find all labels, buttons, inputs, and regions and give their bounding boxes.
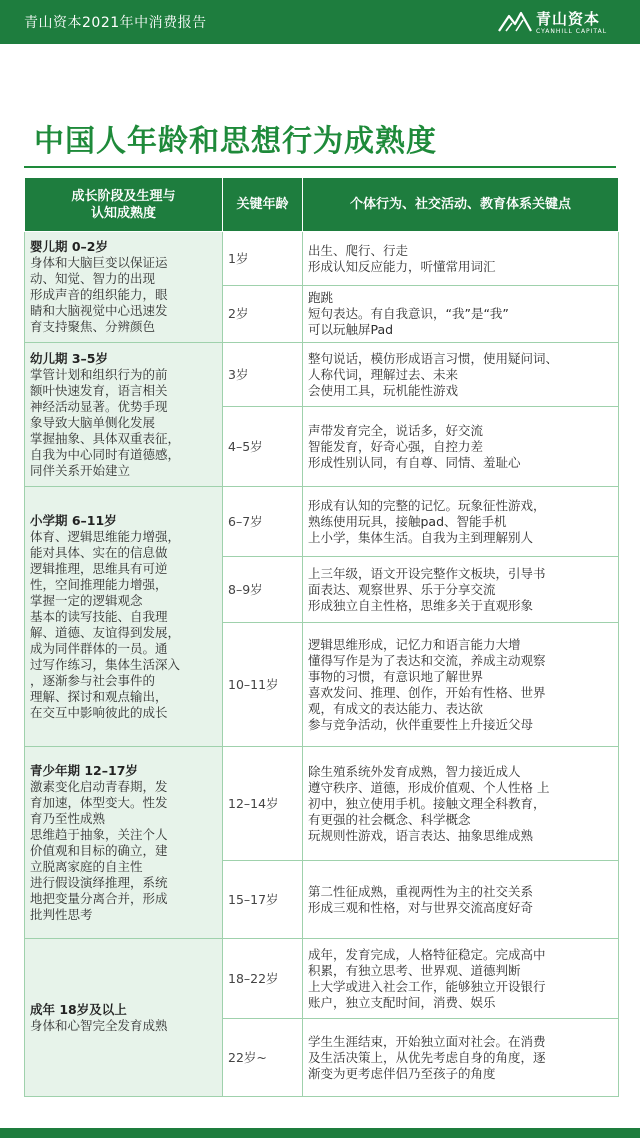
table-row (25, 343, 619, 407)
report-title: 青山资本2021年中消费报告 (24, 15, 207, 31)
behavior-cell (303, 407, 619, 487)
stage-description-line: ，逐渐参与社会事件的 (30, 672, 156, 688)
behavior-line: 账户，独立支配时间，消费、娱乐 (308, 994, 496, 1010)
behavior-line: 初中，独立使用手机。接触文理全科教育， (308, 795, 546, 811)
table-row (25, 232, 619, 286)
behavior-line: 出生、爬行、行走 (308, 242, 409, 258)
stage-description-line: 象导致大脑单侧化发展 (30, 414, 156, 430)
table-body (25, 232, 619, 1097)
behavior-line: 上小学，集体生活。自我为主到理解别人 (308, 529, 534, 545)
behavior-line: 声带发育完全，说话多，好交流 (308, 422, 484, 438)
behavior-line: 人称代词，理解过去、未来 (308, 366, 459, 382)
behavior-line: 熟练使用玩具，接触pad、智能手机 (308, 513, 507, 529)
brand-logo (498, 6, 630, 40)
behavior-line: 参与竞争活动，伙伴重要性上升接近父母 (308, 716, 534, 732)
stage-description-line: 能对具体、实在的信息做 (30, 544, 168, 560)
key-age: 8–9岁 (223, 557, 303, 623)
key-age: 12–14岁 (223, 747, 303, 861)
stage-cell (25, 487, 223, 747)
stage-description-line: 思维趋于抽象，关注个人 (30, 826, 168, 842)
behavior-line: 喜欢发问、推理、创作，开始有性格、世界 (308, 684, 546, 700)
behavior-cell (303, 487, 619, 557)
behavior-cell (303, 861, 619, 939)
stage-description-line: 价值观和目标的确立，建 (30, 842, 168, 858)
stage-description-line: 立脱离家庭的自主性 (30, 858, 143, 874)
key-age: 6–7岁 (223, 487, 303, 557)
stage-description-line: 自我为中心同时有道德感， (30, 446, 181, 462)
behavior-line: 逻辑思维形成，记忆力和语言能力大增 (308, 636, 521, 652)
stage-description-line: 育支持聚焦、分辨颜色 (30, 319, 156, 334)
stage-description-line: 身体和大脑巨变以保证运 (30, 255, 168, 270)
stage-description-line: 掌握抽象、具体双重表征， (30, 430, 181, 446)
behavior-line: 短句表达。有自我意识，“我”是“我” (308, 306, 509, 321)
title-divider (24, 166, 616, 168)
behavior-line: 形成认知反应能力，听懂常用词汇 (308, 258, 496, 274)
behavior-line: 成年，发育完成，人格特征稳定。完成高中 (308, 946, 546, 962)
stage-name: 青少年期 12–17岁 (30, 762, 138, 778)
header-behavior: 个体行为、社交活动、教育体系关键点 (303, 178, 619, 232)
behavior-line: 智能发育，好奇心强，自控力差 (308, 438, 484, 454)
stage-description-line: 在交互中影响彼此的成长 (30, 704, 168, 720)
behavior-cell (303, 1019, 619, 1097)
stage-description-line: 解、道德、友谊得到发展， (30, 624, 181, 640)
table-row (25, 747, 619, 861)
behavior-line: 渐变为更考虑伴侣乃至孩子的角度 (308, 1065, 496, 1081)
stage-cell (25, 232, 223, 343)
stage-name: 婴儿期 0–2岁 (30, 239, 108, 254)
stage-cell (25, 747, 223, 939)
key-age: 4–5岁 (223, 407, 303, 487)
header-stage: 成长阶段及生理与 认知成熟度 (25, 178, 223, 232)
behavior-line: 懂得写作是为了表达和交流，养成主动观察 (308, 652, 546, 668)
stage-description-line: 育乃至性成熟 (30, 810, 106, 826)
stage-description-line: 掌管计划和组织行为的前 (30, 366, 168, 382)
stage-description-line: 形成声音的组织能力，眼 (30, 287, 168, 302)
behavior-line: 第二性征成熟，重视两性为主的社交关系 (308, 883, 534, 899)
behavior-line: 上三年级，语文开设完整作文板块，引导书 (308, 565, 546, 581)
stage-description-line: 逻辑推理，思维具有可逆 (30, 560, 168, 576)
stage-description-line: 身体和心智完全发育成熟 (30, 1017, 168, 1033)
footer-bar (0, 1128, 640, 1138)
behavior-line: 形成独立自主性格，思维多关于直观形象 (308, 597, 534, 613)
stage-description-line: 地把变量分离合并，形成 (30, 890, 168, 906)
stage-description-line: 性，空间推理能力增强， (30, 576, 168, 592)
behavior-line: 可以玩触屏Pad (308, 322, 394, 337)
key-age: 2岁 (223, 286, 303, 343)
brand-name-cn: 青山资本 (536, 10, 601, 28)
stage-description-line: 睛和大脑视觉中心迅速发 (30, 303, 168, 318)
mountain-icon (498, 10, 532, 32)
header-bar (0, 0, 640, 44)
behavior-cell (303, 623, 619, 747)
stage-description-line: 理解、探讨和观点输出， (30, 688, 168, 704)
page-title: 中国人年龄和思想行为成熟度 (34, 124, 437, 159)
behavior-line: 整句说话，模仿形成语言习惯，使用疑问词、 (308, 350, 559, 366)
behavior-cell (303, 286, 619, 343)
stage-description-line: 同伴关系开始建立 (30, 462, 131, 478)
behavior-line: 事物的习惯，有意识地了解世界 (308, 668, 484, 684)
stage-description-line: 激素变化启动青春期，发 (30, 778, 168, 794)
stage-description-line: 批判性思考 (30, 906, 93, 922)
table-row (25, 487, 619, 557)
stage-cell (25, 939, 223, 1097)
maturity-table (24, 177, 619, 1097)
behavior-cell (303, 343, 619, 407)
header-age: 关键年龄 (223, 178, 303, 232)
key-age: 1岁 (223, 232, 303, 286)
stage-description-line: 育加速，体型变大。性发 (30, 794, 168, 810)
stage-name: 幼儿期 3–5岁 (30, 350, 108, 366)
behavior-line: 形成三观和性格，对与世界交流高度好奇 (308, 899, 534, 915)
behavior-line: 形成有认知的完整的记忆。玩象征性游戏， (308, 497, 546, 513)
behavior-line: 形成性别认同，有自尊、同情、羞耻心 (308, 454, 521, 470)
behavior-cell (303, 232, 619, 286)
stage-name: 成年 18岁及以上 (30, 1001, 127, 1017)
brand-name-en: CYANHILL CAPITAL (536, 28, 608, 35)
stage-name: 小学期 6–11岁 (30, 512, 117, 528)
behavior-cell (303, 939, 619, 1019)
stage-description-line: 额叶快速发育，语言相关 (30, 382, 168, 398)
behavior-cell (303, 557, 619, 623)
behavior-line: 积累，有独立思考、世界观、道德判断 (308, 962, 521, 978)
key-age: 3岁 (223, 343, 303, 407)
behavior-line: 观，有成文的表达能力、表达欲 (308, 700, 484, 716)
stage-description-line: 动、知觉、智力的出现 (30, 271, 156, 286)
behavior-line: 跑跳 (308, 290, 334, 305)
behavior-cell (303, 747, 619, 861)
behavior-line: 有更强的社会概念、科学概念 (308, 811, 471, 827)
behavior-line: 除生殖系统外发育成熟，智力接近成人 (308, 763, 521, 779)
table-row (25, 939, 619, 1019)
stage-cell (25, 343, 223, 487)
table-header-row (25, 178, 619, 232)
behavior-line: 玩规则性游戏，语言表达、抽象思维成熟 (308, 827, 534, 843)
stage-description-line: 成为同伴群体的一员。通 (30, 640, 168, 656)
key-age: 22岁~ (223, 1019, 303, 1097)
key-age: 18–22岁 (223, 939, 303, 1019)
behavior-line: 面表达、观察世界、乐于分享交流 (308, 581, 496, 597)
stage-description-line: 基本的读写技能、自我理 (30, 608, 168, 624)
stage-description-line: 神经活动显著。优势手现 (30, 398, 168, 414)
stage-description-line: 过写作练习，集体生活深入 (30, 656, 181, 672)
behavior-line: 遵守秩序、道德，形成价值观、个人性格 上 (308, 779, 550, 795)
behavior-line: 上大学或进入社会工作，能够独立开设银行 (308, 978, 546, 994)
key-age: 10–11岁 (223, 623, 303, 747)
behavior-line: 及生活决策上，从优先考虑自身的角度，逐 (308, 1049, 546, 1065)
behavior-line: 会使用工具，玩机能性游戏 (308, 382, 459, 398)
stage-description-line: 进行假设演绎推理，系统 (30, 874, 168, 890)
stage-description-line: 掌握一定的逻辑观念 (30, 592, 143, 608)
key-age: 15–17岁 (223, 861, 303, 939)
behavior-line: 学生生涯结束，开始独立面对社会。在消费 (308, 1033, 546, 1049)
stage-description-line: 体育、逻辑思维能力增强， (30, 528, 181, 544)
